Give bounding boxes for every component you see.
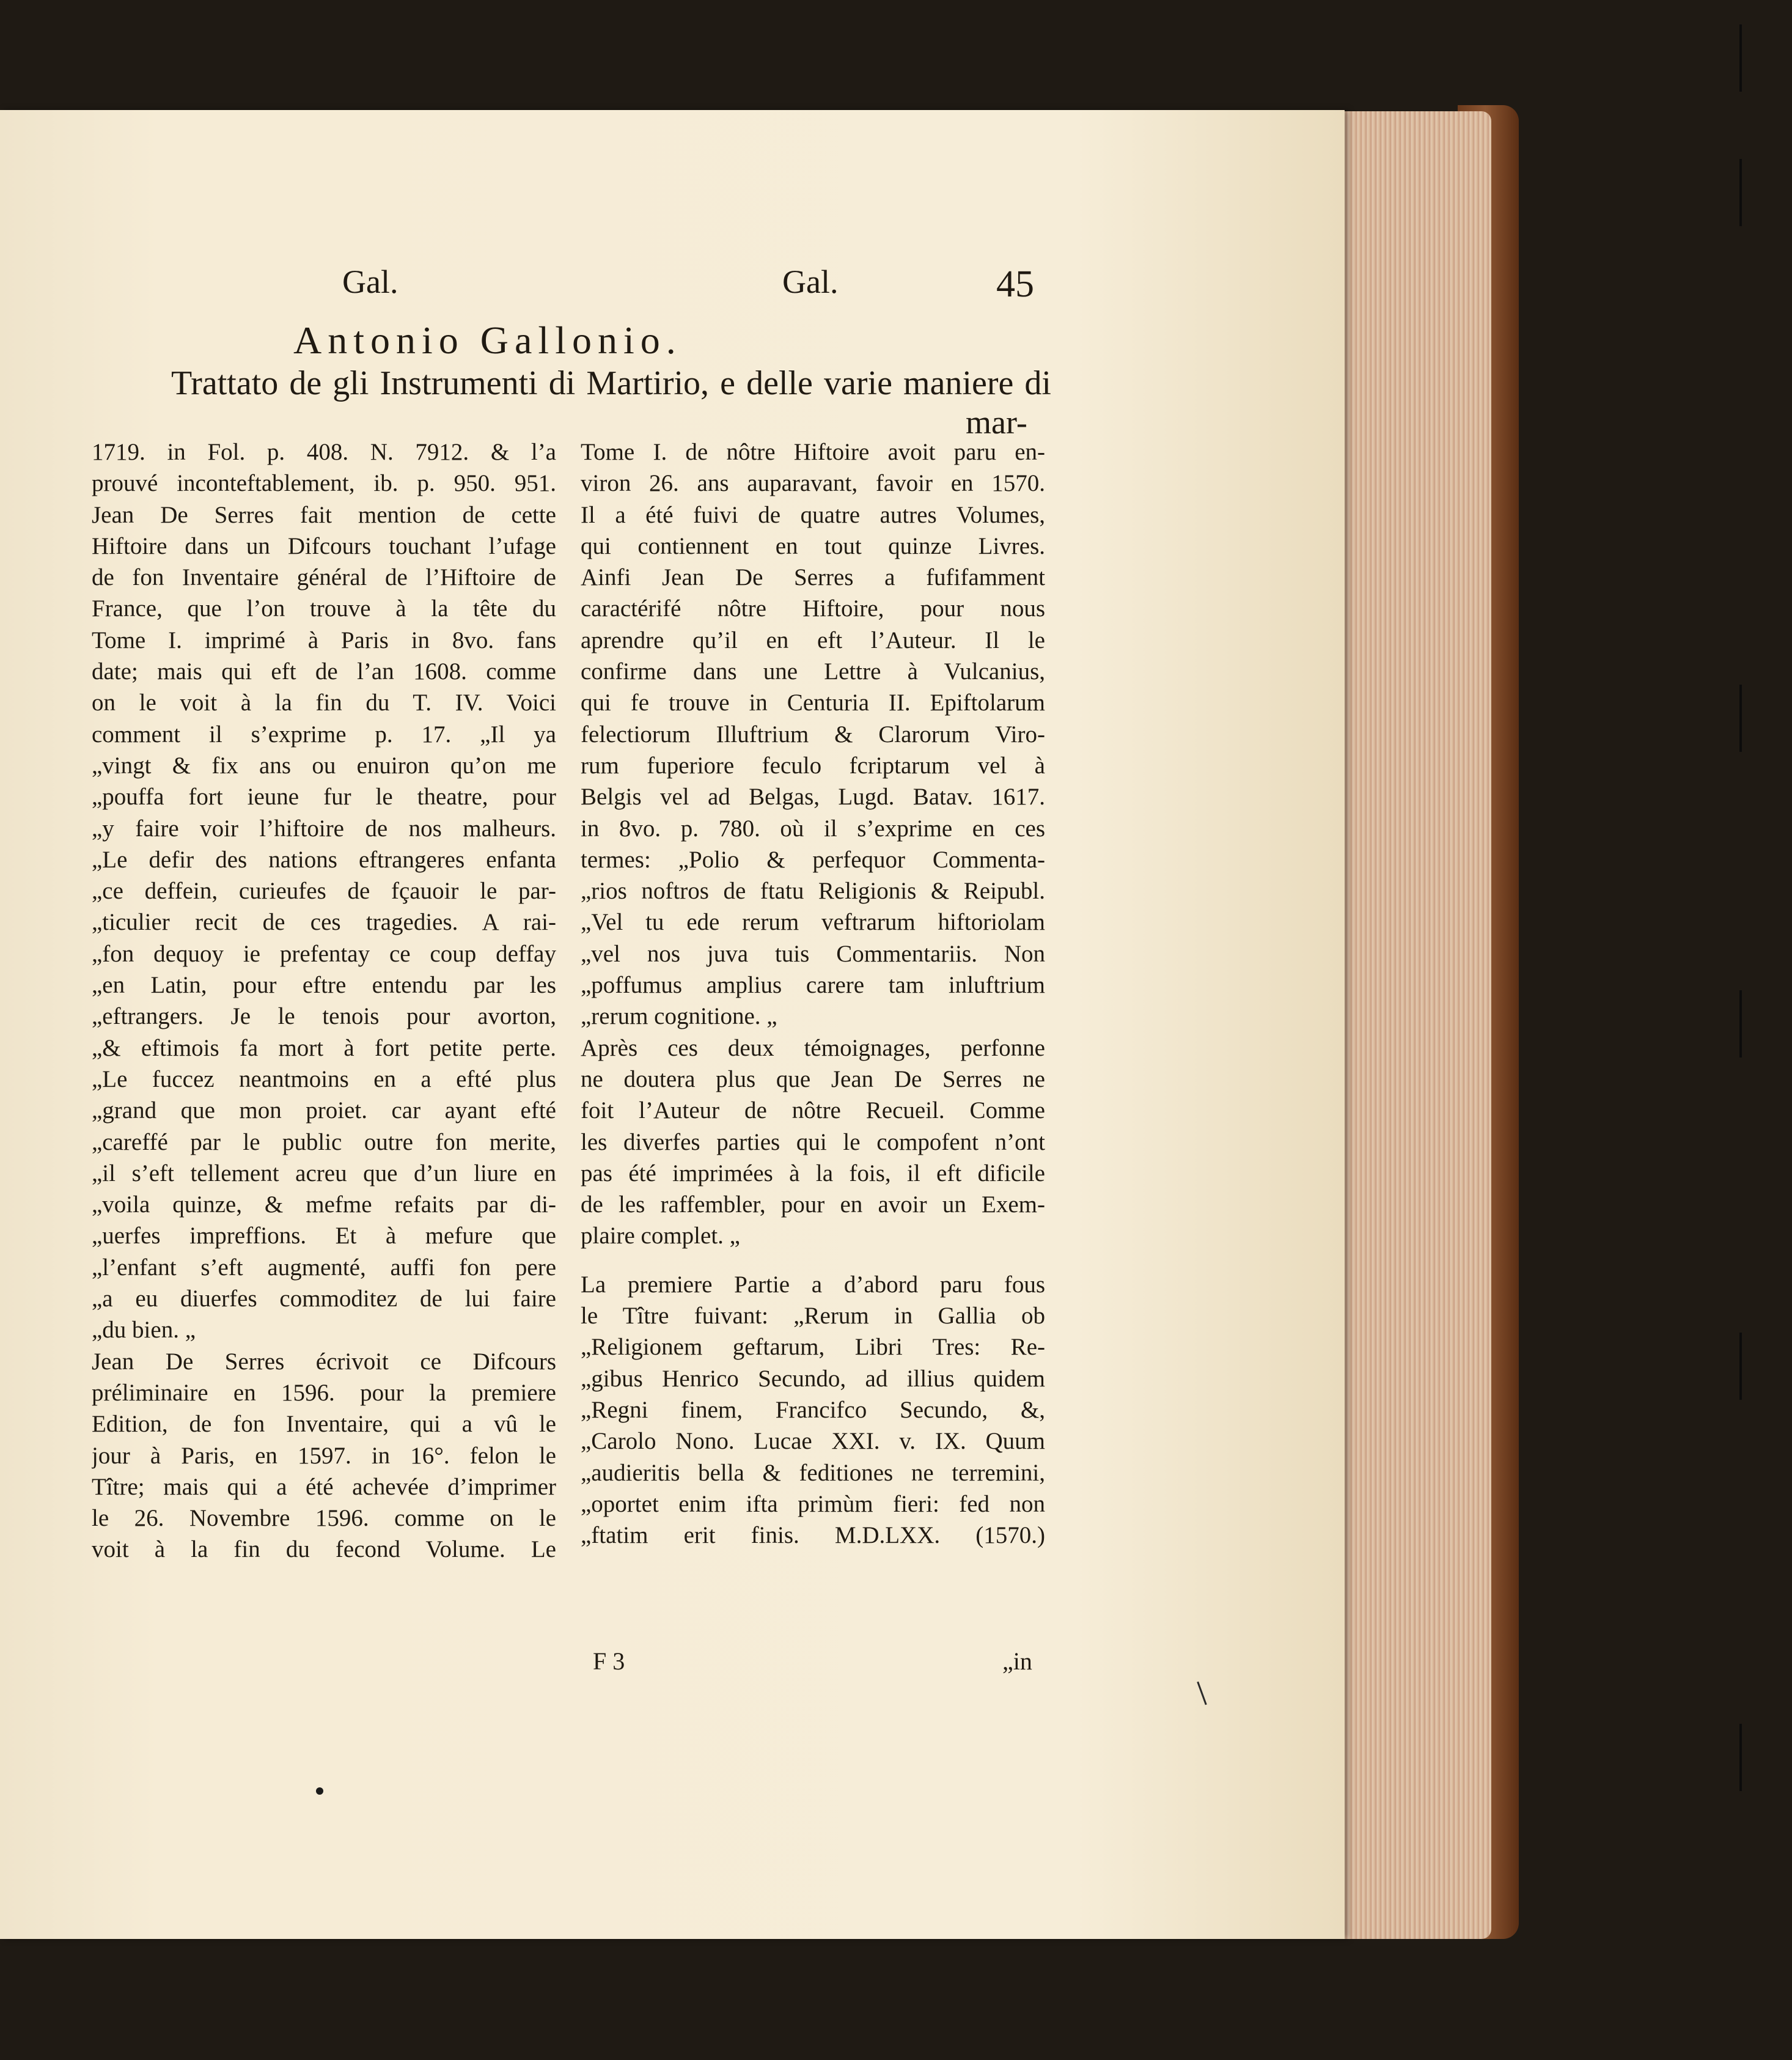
signature-mark: F 3 [593,1647,625,1675]
paragraph-gap [581,1252,1045,1269]
text-line: „vel nos juva tuis Commentariis. Non [581,940,1045,967]
running-head-left: Gal. [342,263,398,300]
text-line: „ce deffein, curieufes de fçauoir le par- [92,878,556,905]
text-line: pas été imprimées à la fois, il eft dificile [581,1160,1045,1186]
text-line: 1719. in Fol. p. 408. N. 7912. & l’a [92,439,556,465]
text-line: „Carolo Nono. Lucae XXI. v. IX. Quum [581,1428,1045,1455]
text-line: Edition, de fon Inventaire, qui a vû le [92,1411,556,1438]
text-line: „uerfes impreffions. Et à mefure que [92,1223,556,1249]
book-page [0,110,1345,1939]
text-line: caractérifé nôtre Hiftoire, pour nous [581,595,1045,622]
text-line: termes: „Polio & perfequor Commenta- [581,846,1045,873]
text-line: voit à la fin du fecond Volume. Le [92,1536,556,1563]
text-line: „audieritis bella & feditiones ne terremini, [581,1459,1045,1486]
page-edges [1338,111,1491,1939]
text-line: „gibus Henrico Secundo, ad illius quidem [581,1365,1045,1392]
scanner-edge-mark [1739,990,1742,1058]
text-line: „Le defir des nations eftrangeres enfanta [92,846,556,873]
text-line: „& eftimois fa mort à fort petite perte. [92,1034,556,1061]
text-line: „Le fuccez neantmoins en a efté plus [92,1065,556,1092]
ink-spot [316,1787,323,1795]
text-line: „grand que mon proiet. car ayant efté [92,1097,556,1124]
text-line: „pouffa fort ieune fur le theatre, pour [92,784,556,811]
page-number: 45 [996,263,1034,305]
right-column [581,436,1045,1551]
text-line: ne doutera plus que Jean De Serres ne [581,1065,1045,1092]
text-line: „du bien. „ [92,1317,196,1344]
text-line: le Tître fuivant: „Rerum in Gallia ob [581,1303,1045,1330]
text-line: Tître; mais qui a été achevée d’imprimer [92,1473,556,1500]
text-line: aprendre qu’il en eft l’Auteur. Il le [581,627,1045,653]
text-line: jour à Paris, en 1597. in 16°. felon le [92,1442,556,1469]
scanner-edge-mark [1739,24,1742,92]
work-title-continuation: mar- [966,404,1027,441]
text-line: Il a été fuivi de quatre autres Volumes, [581,501,1045,528]
text-line: „rios noftros de ftatu Religionis & Reipubl. [581,878,1045,905]
text-line: „y faire voir l’hiftoire de nos malheurs. [92,815,556,842]
scanner-edge-mark [1739,685,1742,752]
text-line: Hiftoire dans un Difcours touchant l’ufage [92,532,556,559]
text-line: qui contiennent en tout quinze Livres. [581,532,1045,559]
text-line: plaire complet. „ [581,1223,740,1249]
text-line: „poffumus amplius carere tam inluftrium [581,972,1045,999]
text-line: qui fe trouve in Centuria II. Epiftolarum [581,690,1045,716]
scanner-edge-mark [1739,1724,1742,1791]
text-line: „a eu diuerfes commoditez de lui faire [92,1286,556,1312]
text-line: „en Latin, pour eftre entendu par les [92,972,556,999]
text-line: „rerum cognitione. „ [581,1003,777,1030]
text-line: „careffé par le public outre fon merite, [92,1128,556,1155]
text-line: le 26. Novembre 1596. comme on le [92,1505,556,1532]
text-line: „vingt & fix ans ou enuiron qu’on me [92,752,556,779]
text-line: „Religionem geftarum, Libri Tres: Re- [581,1334,1045,1361]
catchword: „in [1002,1647,1032,1675]
text-line: France, que l’on trouve à la tête du [92,595,556,622]
work-title: Trattato de gli Instrumenti di Martirio, e delle varie maniere di [171,364,1051,402]
text-line: confirme dans une Lettre à Vulcanius, [581,658,1045,685]
text-line: de les raffembler, pour en avoir un Exem- [581,1191,1045,1218]
text-line: Belgis vel ad Belgas, Lugd. Batav. 1617. [581,784,1045,811]
scanner-edge-mark [1739,159,1742,226]
text-line: Après ces deux témoignages, perfonne [581,1034,1045,1061]
text-line: Ainfi Jean De Serres a fufifamment [581,564,1045,591]
text-line: „eftrangers. Je le tenois pour avorton, [92,1003,556,1030]
running-head-center: Gal. [782,263,839,300]
text-line: Jean De Serres fait mention de cette [92,501,556,528]
author-heading: Antonio Gallonio. [293,318,682,362]
ink-mark [1197,1682,1207,1705]
text-line: on le voit à la fin du T. IV. Voici [92,690,556,716]
text-line: „oportet enim ifta primùm fieri: fed non [581,1490,1045,1517]
text-line: „voila quinze, & mefme refaits par di- [92,1191,556,1218]
text-line: in 8vo. p. 780. où il s’exprime en ces [581,815,1045,842]
text-line: „il s’eft tellement acreu que d’un liure en [92,1160,556,1186]
text-line: „Regni finem, Francifco Secundo, &, [581,1396,1045,1423]
text-line: La premiere Partie a d’abord paru fous [581,1271,1045,1298]
text-line: prouvé inconteftablement, ib. p. 950. 951. [92,470,556,497]
text-line: „l’enfant s’eft augmenté, auffi fon pere [92,1254,556,1281]
text-line: „Vel tu ede rerum veftrarum hiftoriolam [581,909,1045,936]
text-line: Jean De Serres écrivoit ce Difcours [92,1348,556,1375]
left-column [92,436,556,1565]
text-line: Tome I. imprimé à Paris in 8vo. fans [92,627,556,653]
text-line: de fon Inventaire général de l’Hiftoire de [92,564,556,591]
text-line: comment il s’exprime p. 17. „Il ya [92,721,556,748]
text-line: „fon dequoy ie prefentay ce coup deffay [92,940,556,967]
scanner-edge-mark [1739,1333,1742,1400]
text-line: date; mais qui eft de l’an 1608. comme [92,658,556,685]
text-line: „ftatim erit finis. M.D.LXX. (1570.) [581,1522,1045,1549]
text-line: préliminaire en 1596. pour la premiere [92,1379,556,1406]
text-line: viron 26. ans auparavant, favoir en 1570. [581,470,1045,497]
text-line: Tome I. de nôtre Hiftoire avoit paru en- [581,439,1045,465]
text-line: foit l’Auteur de nôtre Recueil. Comme [581,1097,1045,1124]
text-line: les diverfes parties qui le compofent n’ont [581,1128,1045,1155]
text-line: felectiorum Illuftrium & Clarorum Viro- [581,721,1045,748]
text-line: rum fuperiore feculo fcriptarum vel à [581,752,1045,779]
text-line: „ticulier recit de ces tragedies. A rai- [92,909,556,936]
